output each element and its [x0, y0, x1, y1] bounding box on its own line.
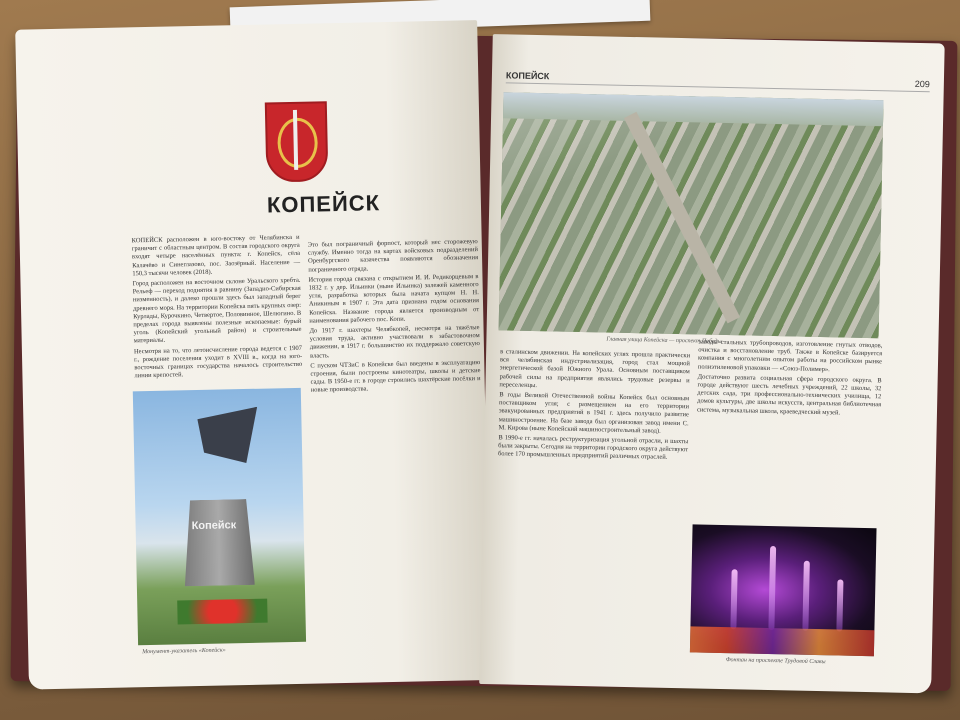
fountain-jet — [836, 579, 843, 631]
right-column-1 — [493, 348, 690, 682]
main-avenue — [624, 112, 740, 324]
fountain-caption: Фонтан на проспекте Трудовой Славы — [725, 657, 826, 666]
monument-sign-text: Копейск — [191, 519, 237, 533]
paragraph: Город расположен на восточном склоне Уральского хребта. Рельеф — переход поднятия в равнину (Западно-Сибирская низменность), и далеко прошли здесь был западный берег древнего моря. На территории Копейска пять крупных озер: Курлады, Курочкино, Четвертое, Половинное, Шелюгино. В пределах города выявлены полезные ископаемые: бурый уголь (Копейский угольный район) и строительные материалы. — [132, 276, 302, 345]
paragraph: заводы стальных трубопроводов, изготовление гнутых отводов, очистка и восстановление труб. Также в Копейске базируется компания с многолетним опытом работы на российском рынке полиэтиленовой упаковки — «Союз-Полимер». — [697, 338, 883, 373]
running-head — [506, 70, 930, 92]
right-page — [479, 34, 945, 693]
coat-of-arms-icon — [265, 101, 329, 182]
fountain-jet — [802, 561, 809, 631]
monument-flag — [197, 407, 258, 464]
aerial-caption: Главная улица Копейска — проспект Победы — [606, 336, 722, 345]
fountain-photo — [690, 524, 877, 656]
paragraph: Несмотря на то, что летоисчисление города ведется с 1907 г., рождение поселения уходит в XVIII в., когда на юго-восточных границах государства началось строительство линии крепостей. — [133, 344, 303, 380]
right-column-2 — [695, 338, 883, 522]
page-number: 209 — [914, 78, 930, 90]
left-column-2 — [308, 238, 487, 656]
paragraph: История города связана с открытием И. И. Редикорцевым в 1832 г. у дер. Ильинки (ныне Ильинка) залежей каменного угля, разработка которых была начата купцом Н. Н. Аникиным в 1907 г. Эта дата признана годом основания Копейска. Название города является производным от наименования рабочего пос. Копи. — [308, 272, 480, 325]
paragraph: Это был пограничный форпост, который нес сторожевую службу. Именно тогда на картах войсковых подразделений Оренбургского казачества появляются обозначения пограничного отряда. — [307, 238, 479, 274]
running-head-title: КОПЕЙСК — [505, 70, 550, 82]
fountain-lights — [690, 626, 875, 656]
paragraph: С пуском ЧТЗиС в Копейске был введены в эксплуатацию строения, были построены кинотеатры, школы и детские сады. В 1950-е гг. в городе строились шахтёрские посёлки и новые производства. — [310, 358, 481, 395]
left-page — [15, 20, 491, 690]
city-title: КОПЕЙСК — [266, 190, 381, 218]
paragraph: КОПЕЙСК расположен в юго-востоку от Челябинска и граничит с областным центром. В состав городского округа входят четыре населённых пункта: г. Копейск, сёла Калачёво и Синеглазово, пос. Заозёрный. Население — 150,3 тысячи человек (2018). — [131, 233, 301, 278]
aerial-city-photo — [499, 92, 884, 338]
paragraph: До 1917 г. шахтеры Челябкопей, несмотря на тяжёлые условия труда, активно участвовали в забастовочном движении, в 1917 г. большинство их поддержало советскую власть. — [309, 324, 480, 360]
left-column-1 — [132, 234, 303, 387]
paragraph: В годы Великой Отечественной войны Копейск был основным поставщиком угля; с размещением на его территории эвакуированных предприятий в 1941 г. здесь получило развитие машиностроение. На базе завода был организован завод имени С. М. Кирова (ныне Копейский машиностроительный завод). — [498, 391, 690, 435]
monument-base — [183, 499, 255, 586]
monument-caption: Монумент-указатель «Копейск» — [142, 647, 226, 656]
paragraph: В 1990-е гг. началась реструктуризация угольной отрасли, и шахты были закрыты. Сегодня на территории городского округа действуют более 170 промышленных предприятий различных отраслей. — [497, 434, 689, 462]
sky — [503, 92, 883, 126]
flowerbed — [177, 599, 267, 625]
paragraph: в сталинском движении. На копейских углях прошла практически вся челябинская индустриализация, город стал мощной энергетической базой Южного Урала. Основным поставщиком рабочей силы на предприятия являлись трудовые резервы и переселенцы. — [499, 348, 691, 389]
fountain-jet — [768, 546, 776, 630]
fountain-jet — [730, 569, 737, 629]
monument-photo — [133, 388, 306, 645]
paragraph: Достаточно развита социальная сфера городского округа. В городе действуют шесть лечебных учреждений, 22 школы, 32 детских сада, три профессионально-технических училища, 12 домов культуры, две школы искусств, центральная библиотечная система, музыкальная школа, краеведческий музей. — [696, 373, 882, 417]
